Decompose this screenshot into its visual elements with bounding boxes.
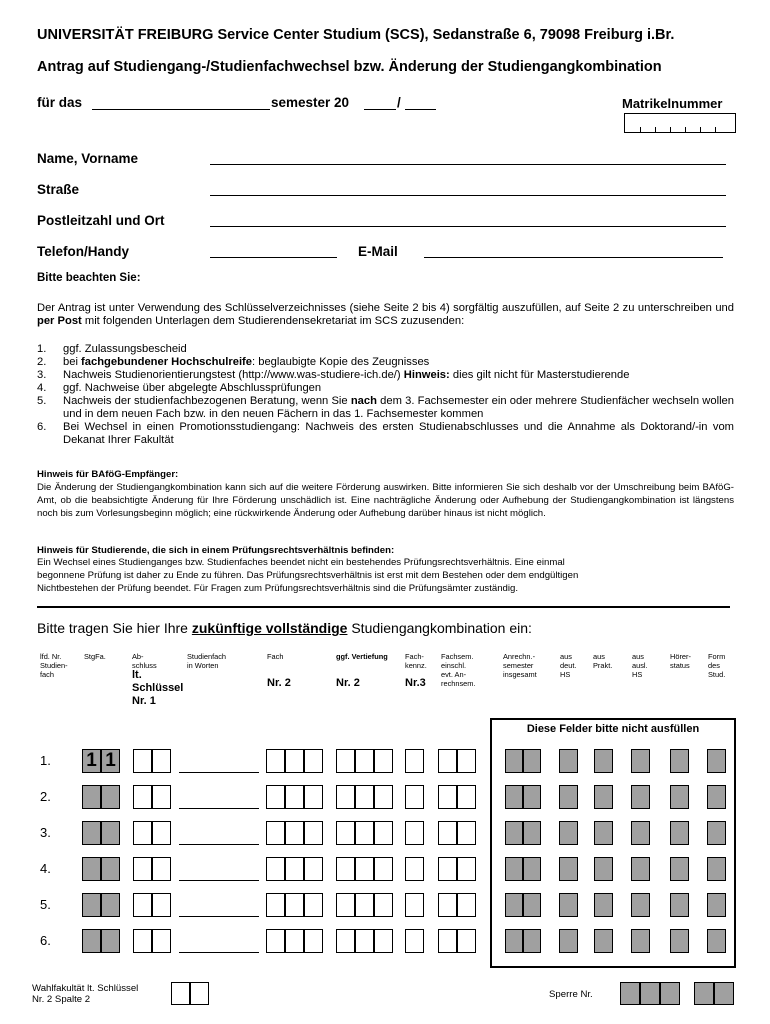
fach-box[interactable] <box>304 893 323 917</box>
exam-text-line: Nichtbestehen der Prüfung beendet. Für Fragen zum Prüfungsrechtsverhältnis sind die Prüfungsämter zuständig. <box>37 583 519 594</box>
university-header: UNIVERSITÄT FREIBURG Service Center Studium (SCS), Sedanstraße 6, 79098 Freiburg i.Br. <box>37 27 675 43</box>
semester-year-field[interactable] <box>364 109 396 110</box>
fachsem-box[interactable] <box>438 857 457 881</box>
fachsem-box[interactable] <box>438 785 457 809</box>
col-header-form: Form des Stud. <box>708 652 726 679</box>
vertiefung-box[interactable] <box>336 749 355 773</box>
office-box <box>631 929 650 953</box>
office-box <box>559 929 578 953</box>
zip-city-field[interactable] <box>210 226 726 227</box>
col-header-studienfach: Studienfach in Worten <box>187 652 227 670</box>
fach-box[interactable] <box>285 821 304 845</box>
office-box <box>670 857 689 881</box>
office-box <box>523 893 541 917</box>
sperre-box <box>640 982 660 1005</box>
vertiefung-box[interactable] <box>355 821 374 845</box>
abschluss-box[interactable] <box>133 821 152 845</box>
office-box <box>670 821 689 845</box>
sperre-box <box>714 982 734 1005</box>
sperre-box <box>620 982 640 1005</box>
list-item: 6. Bei Wechsel in einen Promotionsstudiengang: Nachweis des ersten Studienabschlusses und die Annahme als Doktorand/-in vom Dekanat Ihrer Fakultät <box>37 421 734 446</box>
office-box <box>594 893 613 917</box>
list-item: 4. ggf. Nachweise über abgelegte Abschlussprüfungen <box>37 382 322 394</box>
office-box <box>631 893 650 917</box>
form-title: Antrag auf Studiengang-/Studienfachwechsel bzw. Änderung der Studiengangkombination <box>37 59 662 75</box>
fachkennz-box[interactable] <box>405 893 424 917</box>
office-box <box>670 785 689 809</box>
office-box <box>505 857 523 881</box>
col-header-nr2b: Nr. 2 <box>336 677 360 689</box>
stgfa-box <box>101 821 120 845</box>
office-box <box>707 929 726 953</box>
abschluss-box[interactable] <box>133 785 152 809</box>
col-header-lfd: lfd. Nr. Studien- fach <box>40 652 68 679</box>
row-number: 2. <box>40 789 51 804</box>
matrikel-field[interactable] <box>624 113 736 133</box>
col-header-hoerer: Hörer- status <box>670 652 691 670</box>
office-box <box>670 929 689 953</box>
email-field[interactable] <box>424 257 723 258</box>
office-box <box>505 749 523 773</box>
sperre-box <box>694 982 714 1005</box>
semester-year2-field[interactable] <box>405 109 436 110</box>
office-box <box>594 929 613 953</box>
stgfa-box <box>82 929 101 953</box>
abschluss-box[interactable] <box>152 857 171 881</box>
studienfach-field[interactable] <box>179 880 259 881</box>
fachkennz-box[interactable] <box>405 857 424 881</box>
col-header-fachsem: Fachsem. einschl. evt. An- rechnsem. <box>441 652 476 688</box>
intro-paragraph: Der Antrag ist unter Verwendung des Schlüsselverzeichnisses (siehe Seite 2 bis 4) sorgfältig auszufüllen, auf Seite 2 zu unterschreiben und per Post mit folgenden Unterlagen dem Studierendensekretariat im SCS zuzusenden: <box>37 302 734 327</box>
table-instruction: Bitte tragen Sie hier Ihre zukünftige vollständige Studiengangkombination ein: <box>37 620 532 636</box>
abschluss-box[interactable] <box>152 893 171 917</box>
stgfa-box <box>82 893 101 917</box>
abschluss-box[interactable] <box>152 821 171 845</box>
abschluss-box[interactable] <box>133 929 152 953</box>
exam-text-line: Ein Wechsel eines Studienganges bzw. Studienfaches beendet nicht ein bestehendes Prüfungsrechtsverhältnis. Eine einmal <box>37 557 565 568</box>
studienfach-field[interactable] <box>179 844 259 845</box>
fachsem-box[interactable] <box>457 929 476 953</box>
office-box <box>523 821 541 845</box>
col-header-vertiefung: ggf. Vertiefung <box>336 652 388 661</box>
office-box <box>523 785 541 809</box>
documents-list <box>37 343 734 447</box>
vertiefung-box[interactable] <box>355 893 374 917</box>
stgfa-box: 1 <box>101 749 120 773</box>
fach-box[interactable] <box>266 821 285 845</box>
office-box <box>594 785 613 809</box>
studienfach-field[interactable] <box>179 952 259 953</box>
studienfach-field[interactable] <box>179 772 259 773</box>
office-box <box>707 749 726 773</box>
col-header-fach: Fach <box>267 652 284 661</box>
list-item: 2. bei fachgebundener Hochschulreife: beglaubigte Kopie des Zeugnisses <box>37 356 430 368</box>
fach-box[interactable] <box>285 929 304 953</box>
matrikel-label: Matrikelnummer <box>622 96 723 111</box>
col-header-nr2a: Nr. 2 <box>267 677 291 689</box>
col-header-aus-deut: aus deut. HS <box>560 652 577 679</box>
fachkennz-box[interactable] <box>405 821 424 845</box>
vertiefung-box[interactable] <box>374 857 393 881</box>
street-field[interactable] <box>210 195 726 196</box>
fachsem-box[interactable] <box>438 821 457 845</box>
fach-box[interactable] <box>285 857 304 881</box>
row-number: 5. <box>40 897 51 912</box>
col-header-abschluss: Ab- schluss <box>132 652 157 670</box>
office-box <box>559 785 578 809</box>
col-header-aus-ausl: aus ausl. HS <box>632 652 648 679</box>
vertiefung-box[interactable] <box>374 785 393 809</box>
stgfa-box <box>82 857 101 881</box>
wahlfakultaet-box[interactable] <box>171 982 190 1005</box>
office-box <box>631 749 650 773</box>
office-box <box>670 749 689 773</box>
office-box <box>505 785 523 809</box>
vertiefung-box[interactable] <box>374 749 393 773</box>
fach-box[interactable] <box>304 785 323 809</box>
wahlfakultaet-label: Wahlfakultät lt. Schlüssel Nr. 2 Spalte 2 <box>32 983 139 1005</box>
fachkennz-box[interactable] <box>405 785 424 809</box>
fachsem-box[interactable] <box>457 821 476 845</box>
office-box <box>523 857 541 881</box>
studienfach-field[interactable] <box>179 808 259 809</box>
stgfa-box <box>101 893 120 917</box>
street-label: Straße <box>37 182 80 197</box>
col-header-fachkennz: Fach- kennz. <box>405 652 427 670</box>
fach-box[interactable] <box>266 893 285 917</box>
fach-box[interactable] <box>266 785 285 809</box>
stgfa-box <box>82 785 101 809</box>
office-use-label: Diese Felder bitte nicht ausfüllen <box>526 723 700 735</box>
office-box <box>559 821 578 845</box>
fachkennz-box[interactable] <box>405 929 424 953</box>
office-box <box>707 857 726 881</box>
abschluss-box[interactable] <box>152 929 171 953</box>
wahlfakultaet-box[interactable] <box>190 982 209 1005</box>
col-header-nr3: Nr.3 <box>405 677 426 689</box>
col-header-anrechn: Anrechn.- semester insgesamt <box>503 652 537 679</box>
office-box <box>631 821 650 845</box>
fach-box[interactable] <box>285 785 304 809</box>
list-item: 3. Nachweis Studienorientierungstest (http://www.was-studiere-ich.de/) Hinweis: dies gilt nicht für Masterstudierende <box>37 369 630 381</box>
stgfa-box: 1 <box>82 749 101 773</box>
fachsem-box[interactable] <box>457 893 476 917</box>
vertiefung-box[interactable] <box>355 785 374 809</box>
row-number: 6. <box>40 933 51 948</box>
vertiefung-box[interactable] <box>374 893 393 917</box>
office-box <box>707 893 726 917</box>
fachsem-box[interactable] <box>457 749 476 773</box>
col-header-schluessel: lt. Schlüssel Nr. 1 <box>132 669 184 707</box>
fach-box[interactable] <box>304 857 323 881</box>
office-box <box>559 857 578 881</box>
row-number: 3. <box>40 825 51 840</box>
fach-box[interactable] <box>285 749 304 773</box>
office-box <box>505 929 523 953</box>
bafoeg-heading: Hinweis für BAföG-Empfänger: <box>37 469 179 480</box>
office-box <box>523 929 541 953</box>
office-box <box>707 821 726 845</box>
vertiefung-box[interactable] <box>336 857 355 881</box>
abschluss-box[interactable] <box>133 857 152 881</box>
abschluss-box[interactable] <box>152 785 171 809</box>
abschluss-box[interactable] <box>152 749 171 773</box>
name-label: Name, Vorname <box>37 151 139 166</box>
office-box <box>505 821 523 845</box>
semester-label: semester 20 <box>271 95 350 110</box>
col-header-stgfa: StgFa. <box>84 652 106 661</box>
fach-box[interactable] <box>266 857 285 881</box>
email-label: E-Mail <box>358 244 398 259</box>
bafoeg-text: Die Änderung der Studiengangkombination kann sich auf die weitere Förderung auswirken. Bitte informieren Sie sich deshalb vor der Umschreibung beim BAföG-Amt, ob die beabsichtigte Änderung für Ihre Förderung unschädlich ist. Eine nachträgliche Änderung oder Aufhebung der Studiengangkombination ist längstens noch bis zum Vorlesungsbeginn möglich; eine rückwirkende Änderung oder Aufhebung darüber hinaus ist nicht möglich. <box>37 482 734 519</box>
stgfa-box <box>82 821 101 845</box>
vertiefung-box[interactable] <box>355 857 374 881</box>
exam-text-line: begonnene Prüfung ist daher zu Ende zu führen. Das Prüfungsrechtsverhältnis ist erst mit dem Bestehen oder dem endgültigen <box>37 570 579 581</box>
fach-box[interactable] <box>304 821 323 845</box>
vertiefung-box[interactable] <box>374 821 393 845</box>
fachkennz-box[interactable] <box>405 749 424 773</box>
fach-box[interactable] <box>285 893 304 917</box>
fach-box[interactable] <box>266 929 285 953</box>
office-box <box>559 749 578 773</box>
stgfa-box <box>101 857 120 881</box>
office-box <box>707 785 726 809</box>
office-box <box>523 749 541 773</box>
vertiefung-box[interactable] <box>355 749 374 773</box>
abschluss-box[interactable] <box>133 893 152 917</box>
office-box <box>670 893 689 917</box>
name-field[interactable] <box>210 164 726 165</box>
fachsem-box[interactable] <box>457 857 476 881</box>
office-box <box>594 821 613 845</box>
matrikel-tick-marks <box>625 114 735 132</box>
exam-heading: Hinweis für Studierende, die sich in einem Prüfungsrechtsverhältnis befinden: <box>37 545 395 556</box>
semester-slash: / <box>397 95 401 110</box>
fachsem-box[interactable] <box>438 893 457 917</box>
row-number: 1. <box>40 753 51 768</box>
vertiefung-box[interactable] <box>355 929 374 953</box>
fach-box[interactable] <box>304 749 323 773</box>
vertiefung-box[interactable] <box>336 893 355 917</box>
col-header-aus-prakt: aus Prakt. <box>593 652 613 670</box>
office-box <box>559 893 578 917</box>
fachsem-box[interactable] <box>457 785 476 809</box>
fuer-das-label: für das <box>37 95 83 110</box>
stgfa-box <box>101 929 120 953</box>
office-box <box>594 857 613 881</box>
fachsem-box[interactable] <box>438 749 457 773</box>
vertiefung-box[interactable] <box>336 929 355 953</box>
fachsem-box[interactable] <box>438 929 457 953</box>
phone-label: Telefon/Handy <box>37 244 130 259</box>
vertiefung-box[interactable] <box>336 785 355 809</box>
abschluss-box[interactable] <box>133 749 152 773</box>
list-item: 5. Nachweis der studienfachbezogenen Beratung, wenn Sie nach dem 3. Fachsemester ein oder mehrere Studienfächer wechseln wollen und in dem neuen Fach bzw. in den neuen Fächern in das 1. Fachsemester kommen <box>37 395 734 420</box>
fach-box[interactable] <box>304 929 323 953</box>
office-box <box>631 785 650 809</box>
vertiefung-box[interactable] <box>336 821 355 845</box>
notice-heading: Bitte beachten Sie: <box>37 272 141 284</box>
office-box <box>594 749 613 773</box>
stgfa-box <box>101 785 120 809</box>
office-box <box>505 893 523 917</box>
semester-name-field[interactable] <box>92 109 270 110</box>
sperre-label: Sperre Nr. <box>549 989 593 1000</box>
vertiefung-box[interactable] <box>374 929 393 953</box>
fach-box[interactable] <box>266 749 285 773</box>
office-box <box>631 857 650 881</box>
sperre-box <box>660 982 680 1005</box>
studienfach-field[interactable] <box>179 916 259 917</box>
section-divider <box>37 606 730 608</box>
phone-field[interactable] <box>210 257 337 258</box>
row-number: 4. <box>40 861 51 876</box>
zip-city-label: Postleitzahl und Ort <box>37 213 165 228</box>
list-item: 1. ggf. Zulassungsbescheid <box>37 343 187 355</box>
